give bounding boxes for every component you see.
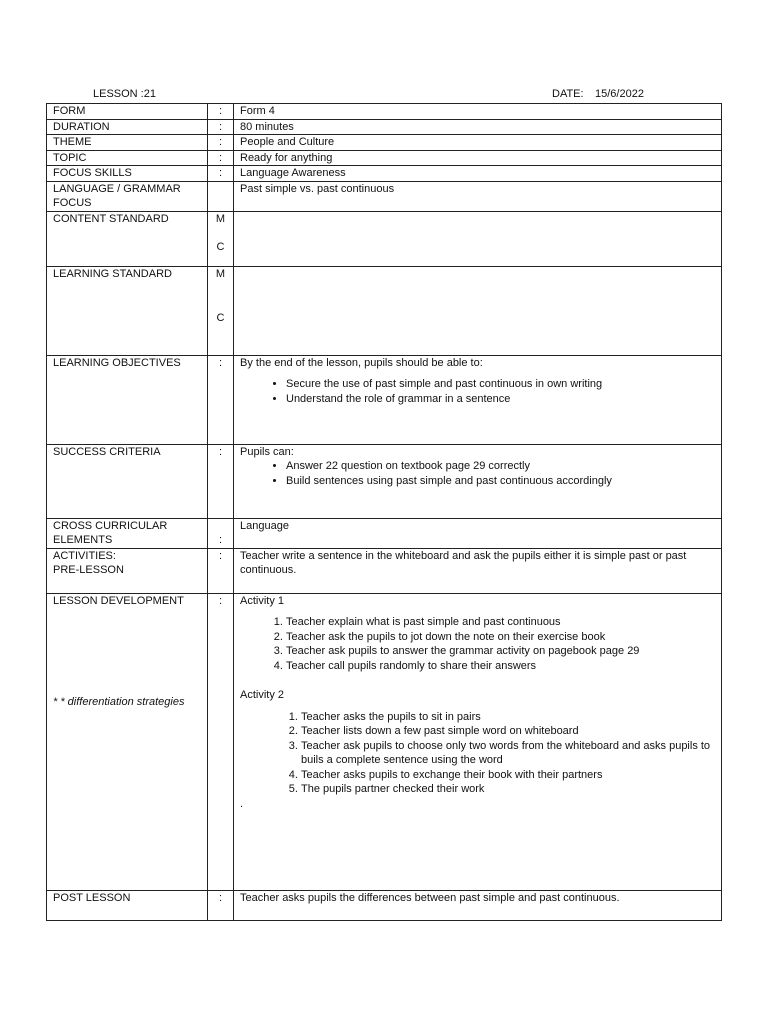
list-item: 1. Teacher asks the pupils to sit in pairs [301,710,715,725]
grammar-focus-value: Past simple vs. past continuous [234,181,722,211]
list-item: 1. Teacher explain what is past simple and past continuous [286,615,715,630]
topic-label: TOPIC [47,150,208,166]
row-post-lesson [47,890,722,920]
list-item: 5. The pupils partner checked their work [301,782,715,797]
content-standard-c: C [216,241,225,253]
form-label: FORM [47,104,208,120]
topic-value: Ready for anything [234,150,722,166]
lesson-number: LESSON :21 [93,88,156,100]
activity-1-list [240,615,715,673]
activities-label: ACTIVITIES: [53,549,116,562]
trailing-mark: . [240,797,244,810]
post-lesson-value: Teacher asks pupils the differences between past simple and past continuous. [234,890,722,920]
list-item: 3. Teacher ask pupils to choose only two words from the whiteboard and asks pupils to buils a complete sentence using the word [301,739,715,768]
list-item: 4. Teacher asks pupils to exchange their book with their partners [301,768,715,783]
row-topic [47,150,722,166]
lesson-development-label: LESSON DEVELOPMENT [53,594,184,607]
learning-standard-value [234,266,722,355]
list-item: 4. Teacher call pupils randomly to share their answers [286,659,715,674]
row-content-standard [47,211,722,266]
activity-2-title: Activity 2 [240,689,285,701]
duration-sep: : [208,119,234,135]
post-lesson-sep: : [208,890,234,920]
activity-2-list [240,710,715,797]
list-item: 3. Teacher ask pupils to answer the grammar activity on pagebook page 29 [286,644,715,659]
learning-objectives-sep: : [208,355,234,444]
learning-objectives-label: LEARNING OBJECTIVES [47,355,208,444]
success-criteria-sep: : [208,444,234,518]
list-item: • Answer 22 question on textbook page 29 correctly [286,459,715,474]
cross-curricular-value: Language [234,518,722,548]
row-grammar-focus [47,181,722,211]
success-list [240,459,715,488]
row-success-criteria [47,444,722,518]
pre-lesson-value: Teacher write a sentence in the whiteboard and ask the pupils either it is simple past or past continuous. [234,548,722,593]
focus-skills-sep: : [208,166,234,182]
success-criteria-label: SUCCESS CRITERIA [47,444,208,518]
pre-lesson-label [47,548,208,593]
date-label: DATE: [552,88,584,100]
row-theme [47,135,722,151]
cross-curricular-sep: : [208,518,234,548]
content-standard-mc [208,211,234,266]
learning-standard-mc [208,266,234,355]
post-lesson-label: POST LESSON [47,890,208,920]
lesson-header [0,88,768,102]
row-duration [47,119,722,135]
lesson-development-label-cell [47,593,208,890]
focus-skills-label: FOCUS SKILLS [47,166,208,182]
lesson-plan-table [46,103,722,921]
pre-lesson-title: PRE-LESSON [53,564,124,576]
objectives-list [240,377,715,406]
objectives-intro: By the end of the lesson, pupils should be able to: [240,356,483,369]
list-item: • Build sentences using past simple and past continuous accordingly [286,474,715,489]
content-standard-label: CONTENT STANDARD [47,211,208,266]
row-cross-curricular [47,518,722,548]
form-sep: : [208,104,234,120]
list-item: • Secure the use of past simple and past continuous in own writing [286,377,715,392]
form-value: Form 4 [234,104,722,120]
topic-sep: : [208,150,234,166]
success-criteria-content [234,444,722,518]
focus-skills-value: Language Awareness [234,166,722,182]
content-standard-value [234,211,722,266]
row-form [47,104,722,120]
differentiation-note: * * differentiation strategies [53,696,185,708]
lesson-development-sep: : [208,593,234,890]
content-standard-m: M [215,212,226,225]
pre-lesson-sep: : [208,548,234,593]
duration-value: 80 minutes [234,119,722,135]
learning-standard-label: LEARNING STANDARD [47,266,208,355]
learning-standard-c: C [216,312,225,324]
list-item: 2. Teacher lists down a few past simple word on whiteboard [301,724,715,739]
cross-curricular-label: CROSS CURRICULAR ELEMENTS [47,518,208,548]
row-pre-lesson [47,548,722,593]
row-lesson-development [47,593,722,890]
list-item: 2. Teacher ask the pupils to jot down the note on their exercise book [286,630,715,645]
learning-standard-m: M [215,267,226,280]
row-learning-standard [47,266,722,355]
theme-label: THEME [47,135,208,151]
duration-label: DURATION [47,119,208,135]
activity-1-title: Activity 1 [240,594,285,607]
date-value: 15/6/2022 [595,88,644,100]
grammar-focus-label: LANGUAGE / GRAMMAR FOCUS [47,181,208,211]
learning-objectives-content [234,355,722,444]
list-item: • Understand the role of grammar in a sentence [286,392,715,407]
theme-sep: : [208,135,234,151]
lesson-development-content [234,593,722,890]
grammar-focus-sep [208,181,234,211]
row-learning-objectives [47,355,722,444]
row-focus-skills [47,166,722,182]
success-intro: Pupils can: [240,445,294,458]
theme-value: People and Culture [234,135,722,151]
